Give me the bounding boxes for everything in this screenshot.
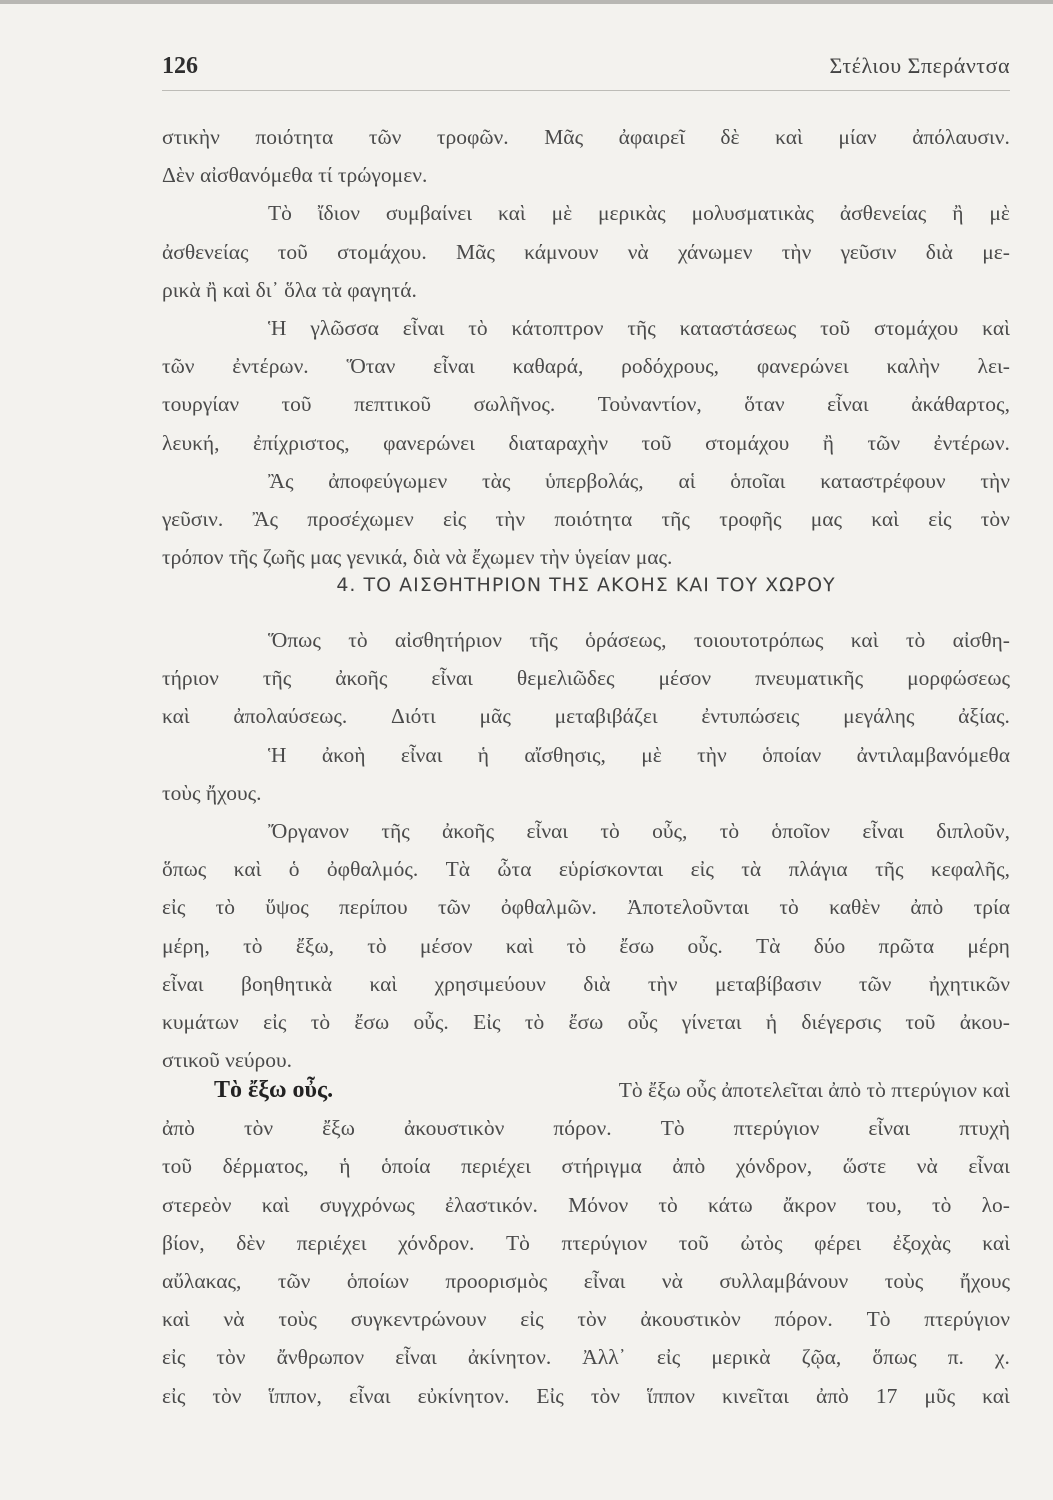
text-line: τοὺς ἤχους. <box>162 780 262 805</box>
page-number: 126 <box>162 53 198 79</box>
paragraph-block-outer-ear <box>162 1071 1010 1415</box>
text-line: εἰς τὸ ὕψος περίπου τῶν ὀφθαλμῶν. Ἀποτελοῦνται τὸ καθὲν ἀπὸ τρία <box>162 895 1010 920</box>
page-header <box>162 50 1010 91</box>
running-head: Στέλιου Σπεράντσα <box>829 53 1010 78</box>
text-line: γεῦσιν. Ἂς προσέχωμεν εἰς τὴν ποιότητα τῆς τροφῆς μας καὶ εἰς τὸν <box>162 506 1010 531</box>
text-line: στερεὸν καὶ συγχρόνως ἐλαστικόν. Μόνον τὸ κάτω ἄκρον του, τὸ λο- <box>162 1192 1010 1217</box>
text-line: ἀπὸ τὸν ἔξω ἀκουστικὸν πόρον. Τὸ πτερύγιον εἶναι πτυχὴ <box>162 1116 1010 1141</box>
text-line: κυμάτων εἰς τὸ ἔσω οὖς. Εἰς τὸ ἔσω οὖς γίνεται ἡ διέγερσις τοῦ ἀκου- <box>162 1009 1010 1034</box>
text-line: Ἡ γλῶσσα εἶναι τὸ κάτοπτρον τῆς καταστάσεως τοῦ στομάχου καὶ <box>268 315 1010 340</box>
text-line: στικοῦ νεύρου. <box>162 1048 293 1073</box>
text-line: αὔλακας, τῶν ὁποίων προορισμὸς εἶναι νὰ συλλαμβάνουν τοὺς ἤχους <box>162 1268 1010 1293</box>
text-line: εἰς τὸν ἵππον, εἶναι εὐκίνητον. Εἰς τὸν ἵππον κινεῖται ἀπὸ 17 μῦς καὶ <box>162 1383 1010 1408</box>
text-line: μέρη, τὸ ἔξω, τὸ μέσον καὶ τὸ ἔσω οὖς. Τὰ δύο πρῶτα μέρη <box>162 933 1010 958</box>
paragraph-block-hearing <box>162 621 1010 1079</box>
paragraph-block-taste <box>162 118 1010 576</box>
text-line: Τὸ ἴδιον συμβαίνει καὶ μὲ μερικὰς μολυσματικὰς ἀσθενείας ἢ μὲ <box>268 201 1010 226</box>
text-line-with-lead <box>162 1071 1010 1109</box>
text-line: εἰς τὸν ἄνθρωπον εἶναι ἀκίνητον. Ἀλλ᾽ εἰς μερικὰ ζῷα, ὅπως π. χ. <box>162 1345 1010 1370</box>
text-line: στικὴν ποιότητα τῶν τροφῶν. Μᾶς ἀφαιρεῖ δὲ καὶ μίαν ἀπόλαυσιν. <box>162 125 1010 149</box>
text-line: Ὄργανον τῆς ἀκοῆς εἶναι τὸ οὖς, τὸ ὁποῖον εἶναι διπλοῦν, <box>268 818 1010 843</box>
text-line: τῶν ἐντέρων. Ὅταν εἶναι καθαρά, ροδόχρους, φανερώνει καλὴν λει- <box>162 354 1010 379</box>
text-line: Δὲν αἰσθανόμεθα τί τρώγομεν. <box>162 163 428 188</box>
text-line: Ἂς ἀποφεύγωμεν τὰς ὑπερβολάς, αἱ ὁποῖαι καταστρέφουν τὴν <box>268 468 1010 493</box>
text-line: τοῦ δέρματος, ἡ ὁποία περιέχει στήριγμα ἀπὸ χόνδρον, ὥστε νὰ εἶναι <box>162 1154 1010 1179</box>
text-line: ρικὰ ἢ καὶ δι᾽ ὅλα τὰ φαγητά. <box>162 277 417 302</box>
text-line: τρόπον τῆς ζωῆς μας γενικά, διὰ νὰ ἔχωμεν τὴν ὑγείαν μας. <box>162 545 673 570</box>
section-heading: 4. ΤΟ ΑΙΣΘΗΤΗΡΙΟΝ ΤΗΣ ΑΚΟΗΣ ΚΑΙ ΤΟΥ ΧΩΡΟΥ <box>336 574 836 596</box>
text-line: βίον, δὲν περιέχει χόνδρον. Τὸ πτερύγιον τοῦ ὠτὸς φέρει ἐξοχὰς καὶ <box>162 1230 1010 1255</box>
text-line: λευκή, ἐπίχριστος, φανερώνει διαταραχὴν τοῦ στομάχου ἢ τῶν ἐντέρων. <box>162 430 1010 455</box>
text-line: Ἡ ἀκοὴ εἶναι ἡ αἴσθησις, μὲ τὴν ὁποίαν ἀντιλαμβανόμεθα <box>268 742 1010 767</box>
text-line: καὶ ἀπολαύσεως. Διότι μᾶς μεταβιβάζει ἐντυπώσεις μεγάλης ἀξίας. <box>162 704 1010 729</box>
subsection-title: Τὸ ἔξω οὖς. <box>214 1077 334 1103</box>
text-line: τουργίαν τοῦ πεπτικοῦ σωλῆνος. Τοὐναντίον, ὅταν εἶναι ἀκάθαρτος, <box>162 392 1010 417</box>
text-line: εἶναι βοηθητικὰ καὶ χρησιμεύουν διὰ τὴν μεταβίβασιν τῶν ἠχητικῶν <box>162 971 1010 996</box>
scan-top-edge <box>0 0 1053 4</box>
text-line: καὶ νὰ τοὺς συγκεντρώνουν εἰς τὸν ἀκουστικὸν πόρον. Τὸ πτερύγιον <box>162 1307 1010 1332</box>
text-line: τήριον τῆς ἀκοῆς εἶναι θεμελιῶδες μέσον πνευματικῆς μορφώσεως <box>162 666 1010 691</box>
text-line: ἀσθενείας τοῦ στομάχου. Μᾶς κάμνουν νὰ χάνωμεν τὴν γεῦσιν διὰ με- <box>162 239 1010 264</box>
text-line: Ὅπως τὸ αἰσθητήριον τῆς ὁράσεως, τοιουτοτρόπως καὶ τὸ αἰσθη- <box>268 628 1010 652</box>
text-line: ὅπως καὶ ὁ ὀφθαλμός. Τὰ ὦτα εὑρίσκονται εἰς τὰ πλάγια τῆς κεφαλῆς, <box>162 857 1010 882</box>
text-fragment: Τὸ ἔξω οὖς ἀποτελεῖται ἀπὸ τὸ πτερύγιον καὶ <box>618 1078 1010 1102</box>
